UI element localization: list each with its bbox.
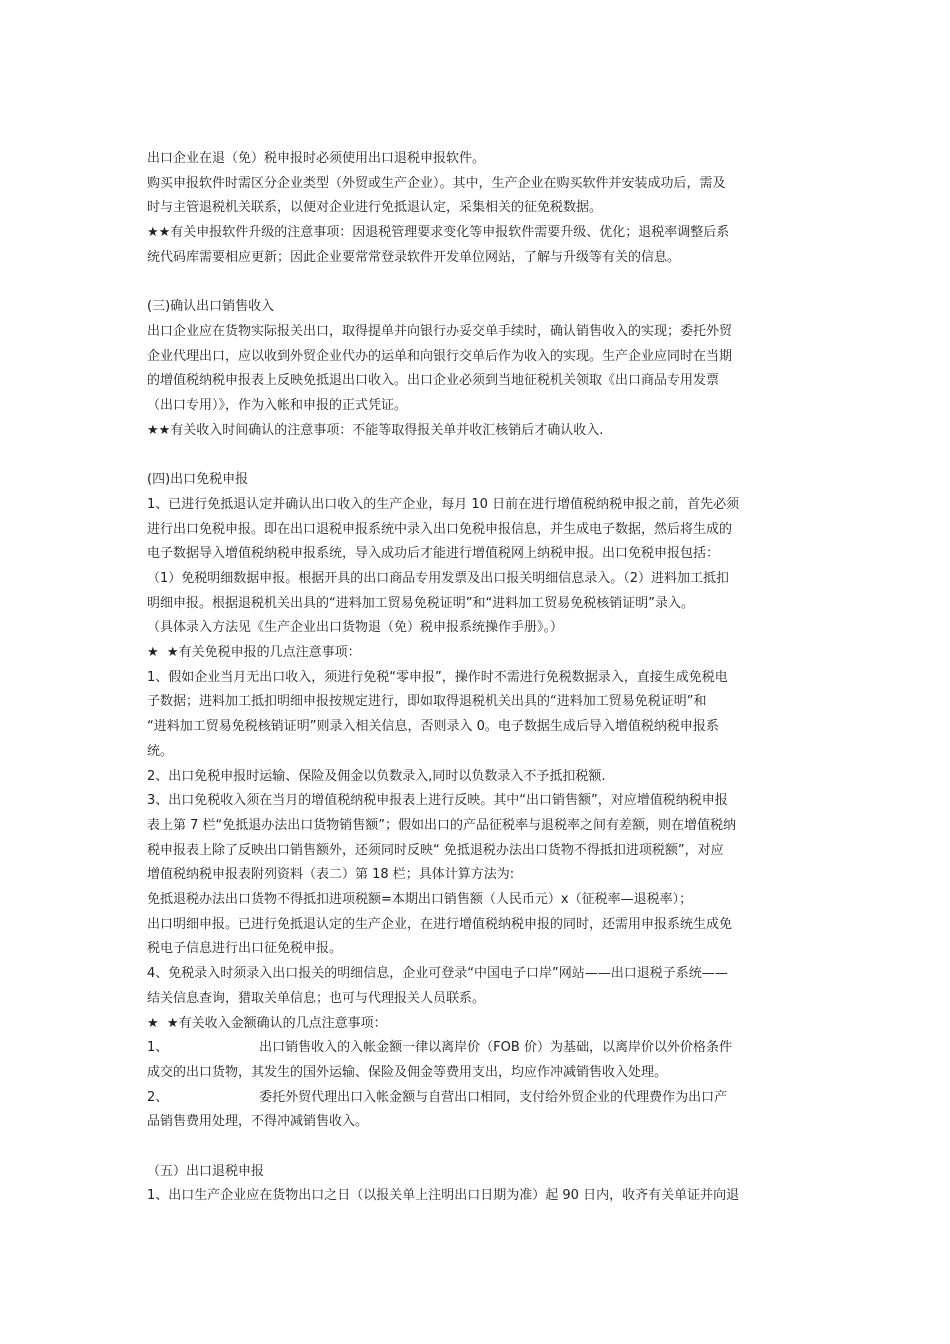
text-line: 统代码库需要相应更新；因此企业要常常登录软件开发单位网站，了解与升级等有关的信息。 (147, 249, 681, 265)
text-line: 企业代理出口，应以收到外贸企业代办的运单和向银行交单后作为收入的实现。生产企业应同时在当期 (147, 348, 733, 364)
text-line: “进料加工贸易免税核销证明”则录入相关信息，否则录入 0。电子数据生成后导入增值税纳税申报系 (147, 719, 719, 735)
text-line: 的增值税纳税申报表上反映免抵退出口收入。出口企业必须到当地征税机关领取《出口商品专用发票 (147, 373, 720, 389)
text-line: （1）免税明细数据申报。根据开具的出口商品专用发票及出口报关明细信息录入。（2）进料加工抵扣 (147, 570, 730, 586)
text-line: 明细申报。根据退税机关出具的“进料加工贸易免税证明”和“进料加工贸易免税核销证明”录入。 (147, 595, 694, 611)
text-line: 1、 出口销售收入的入帐金额一律以离岸价（FOB 价）为基础，以离岸价以外价格条件 (147, 1040, 732, 1056)
text-line: （出口专用）》，作为入帐和申报的正式凭证。 (147, 398, 408, 414)
text-line: （五）出口退税申报 (147, 1163, 265, 1179)
text-line: 1、已进行免抵退认定并确认出口收入的生产企业，每月 10 日前在进行增值税纳税申报之前，首先必须 (147, 496, 740, 512)
text-line: ★★有关申报软件升级的注意事项：因退税管理要求变化等申报软件需要升级、优化；退税率调整后系 (147, 225, 730, 241)
blank-line (147, 1135, 809, 1160)
text-line: 时与主管退税机关联系，以便对企业进行免抵退认定，采集相关的征免税数据。 (147, 200, 603, 216)
text-line: 进行出口免税申报。即在出口退税申报系统中录入出口免税申报信息，并生成电子数据，然后将生成的 (147, 521, 733, 537)
text-line: （具体录入方法见《生产企业出口货物退（免）税申报系统操作手册》。） (147, 620, 564, 636)
text-line: 1、出口生产企业应在货物出口之日（以报关单上注明出口日期为准）起 90 日内，收齐有关单证并向退 (147, 1188, 740, 1204)
text-line: 免抵退税办法出口货物不得抵扣进项税额=本期出口销售额（人民币元）x（征税率—退税率）； (147, 892, 693, 908)
text-line: 4、免税录入时须录入出口报关的明细信息，企业可登录“中国电子口岸”网站——出口退税子系统—— (147, 966, 728, 982)
text-line: 出口企业在退（免）税申报时必须使用出口退税申报软件。 (147, 151, 486, 166)
text-line: 2、出口免税申报时运输、保险及佣金以负数录入,同时以负数录入不予抵扣税额. (147, 768, 606, 784)
text-line: 2、 委托外贸代理出口入帐金额与自营出口相同，支付给外贸企业的代理费作为出口产 (147, 1089, 728, 1105)
text-line: 结关信息查询，猎取关单信息；也可与代理报关人员联系。 (147, 990, 486, 1006)
document-body (147, 147, 809, 1209)
text-line: 3、出口免税收入须在当月的增值税纳税申报表上进行反映。其中“出口销售额”，对应增值税纳税申报 (147, 793, 728, 809)
text-line: 表上第 7 栏“免抵退办法出口货物销售额”；假如出口的产品征税率与退税率之间有差额，则在增值税纳 (147, 817, 737, 833)
text-line: 税电子信息进行出口征免税申报。 (147, 941, 343, 957)
text-line: 成交的出口货物，其发生的国外运输、保险及佣金等费用支出，均应作冲减销售收入处理。 (147, 1064, 668, 1080)
blank-line (147, 271, 809, 296)
text-line: (三)确认出口销售收入 (147, 299, 275, 315)
text-line: (四)出口免税申报 (147, 472, 249, 488)
text-line: 出口企业应在货物实际报关出口，取得提单并向银行办妥交单手续时，确认销售收入的实现；委托外贸 (147, 323, 733, 339)
text-line: 电子数据导入增值税纳税申报系统，导入成功后才能进行增值税网上纳税申报。出口免税申报包括： (147, 546, 720, 562)
text-line: 购买申报软件时需区分企业类型（外贸或生产企业）。其中，生产企业在购买软件并安装成功后，需及 (147, 175, 726, 191)
text-line: 增值税纳税申报表附列资料（表二）第 18 栏；具体计算方法为: (147, 867, 515, 883)
text-line: ★ ★有关免税申报的几点注意事项： (147, 645, 361, 661)
text-line: ★ ★有关收入金额确认的几点注意事项： (147, 1015, 387, 1031)
text-line: 出口明细申报。已进行免抵退认定的生产企业，在进行增值税纳税申报的同时，还需用申报系统生成免 (147, 916, 733, 932)
text-line: 统。 (147, 743, 174, 759)
text-line: 税申报表上除了反映出口销售额外，还须同时反映“ 免抵退税办法出口货物不得抵扣进项税额”，对应 (147, 842, 724, 858)
text-line: 子数据；进料加工抵扣明细申报按规定进行，即如取得退税机关出具的“进料加工贸易免税证明”和 (147, 694, 707, 710)
text-line: 品销售费用处理，不得冲减销售收入。 (147, 1114, 369, 1130)
text-line: 1、假如企业当月无出口收入，须进行免税“零申报”，操作时不需进行免税数据录入，直接生成免税电 (147, 669, 728, 685)
text-line: ★★有关收入时间确认的注意事项：不能等取得报关单并收汇核销后才确认收入. (147, 422, 604, 438)
blank-line (147, 443, 809, 468)
